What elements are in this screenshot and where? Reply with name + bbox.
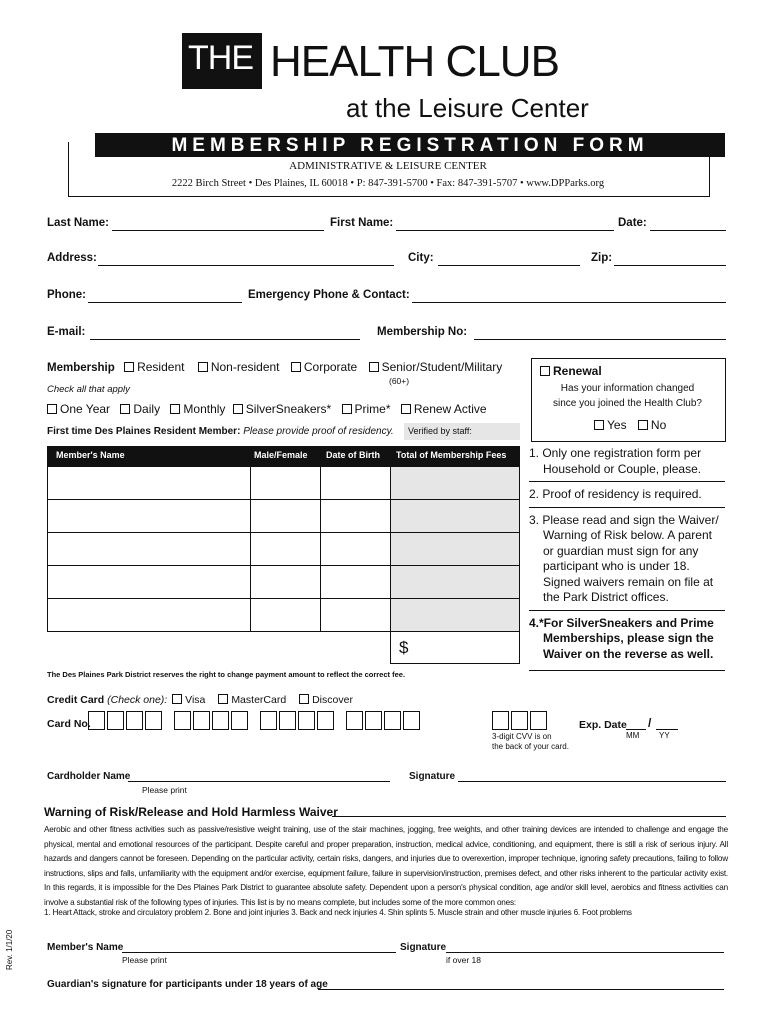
no-label: No — [650, 418, 667, 432]
one-year-label: One Year — [60, 402, 111, 416]
exp-yy: YY — [659, 731, 670, 740]
card-no-label: Card No. — [47, 718, 91, 730]
renewal-title[interactable] — [540, 364, 602, 378]
monthly-option[interactable] — [170, 402, 225, 416]
renewal-checkbox[interactable] — [540, 366, 550, 376]
gender-cell[interactable] — [251, 533, 321, 566]
disclaimer: The Des Plaines Park District reserves the right to change payment amount to reflect the correct fee. — [47, 670, 406, 679]
renewal-answers — [594, 418, 666, 432]
fee-cell — [391, 500, 520, 533]
daily-option[interactable] — [120, 402, 160, 416]
gender-header: Male/Female — [254, 450, 308, 460]
renewal-question2: since you joined the Health Club? — [553, 398, 702, 409]
yes-label: Yes — [607, 418, 627, 432]
discover-label: Discover — [312, 694, 353, 706]
card-digit-box[interactable] — [260, 711, 277, 730]
prime-label: Prime* — [354, 402, 391, 416]
visa-label: Visa — [185, 694, 206, 706]
credit-card-label: Credit Card — [47, 694, 105, 706]
name-cell[interactable] — [48, 533, 251, 566]
card-digit-box[interactable] — [193, 711, 210, 730]
guardian-signature-field[interactable] — [318, 978, 724, 990]
dob-cell[interactable] — [321, 566, 391, 599]
check-one-label: (Check one): — [107, 694, 168, 706]
no-checkbox[interactable] — [638, 420, 648, 430]
corporate-checkbox[interactable] — [291, 362, 301, 372]
member-name-header: Member's Name — [56, 450, 125, 460]
note-2: 2. Proof of residency is required. — [529, 487, 702, 501]
member-table — [47, 466, 520, 664]
check-all-note: Check all that apply — [47, 384, 130, 395]
card-number-boxes[interactable] — [88, 711, 422, 730]
one-year-checkbox[interactable] — [47, 404, 57, 414]
note-divider — [529, 610, 725, 611]
renew-option[interactable] — [401, 402, 487, 416]
dob-cell[interactable] — [321, 599, 391, 632]
member-name-field[interactable] — [122, 941, 396, 953]
fee-cell — [391, 566, 520, 599]
note-divider — [529, 507, 725, 508]
email-field[interactable] — [90, 325, 360, 340]
mastercard-checkbox[interactable] — [218, 694, 228, 704]
exp-date-label: Exp. Date — [579, 719, 627, 731]
exp-slash: / — [648, 716, 652, 730]
card-digit-box[interactable] — [298, 711, 315, 730]
waiver-title: Warning of Risk/Release and Hold Harmless Waiver — [44, 805, 338, 819]
table-row — [48, 533, 520, 566]
monthly-checkbox[interactable] — [170, 404, 180, 414]
fee-cell — [391, 599, 520, 632]
silversneakers-option[interactable] — [233, 402, 331, 416]
page-title: MEMBERSHIP REGISTRATION FORM — [171, 135, 649, 156]
card-digit-box[interactable] — [279, 711, 296, 730]
date-field[interactable] — [650, 216, 726, 231]
card-digit-box[interactable] — [145, 711, 162, 730]
dollar-sign: $ — [399, 637, 409, 657]
date-label: Date: — [618, 217, 647, 229]
phone-label: Phone: — [47, 289, 86, 301]
cardholder-print-note: Please print — [142, 785, 187, 795]
exp-mm: MM — [626, 731, 640, 740]
cvv-boxes[interactable] — [492, 711, 549, 730]
card-digit-box[interactable] — [317, 711, 334, 730]
cvv-digit-box[interactable] — [511, 711, 528, 730]
first-time-bold: First time Des Plaines Resident Member: — [47, 426, 241, 437]
fee-cell — [391, 533, 520, 566]
waiver-injuries: 1. Heart Attack, stroke and circulatory problem 2. Bone and joint injuries 3. Back and neck injuries 4. Shin splints 5. Muscle strain and other muscle injuries 6. Foot problems — [44, 908, 632, 917]
zip-field[interactable] — [614, 251, 726, 266]
city-label: City: — [408, 252, 434, 264]
mastercard-option[interactable] — [218, 694, 286, 706]
card-signature-field[interactable] — [458, 770, 726, 782]
header-org: ADMINISTRATIVE & LEISURE CENTER — [289, 160, 487, 172]
member-signature-field[interactable] — [446, 941, 724, 953]
member-print-note: Please print — [122, 955, 167, 965]
header-address: 2222 Birch Street • Des Plaines, IL 60018 • P: 847-391-5700 • Fax: 847-391-5707 • www.DPParks.org — [171, 178, 605, 189]
dob-cell[interactable] — [321, 533, 391, 566]
gender-cell[interactable] — [251, 500, 321, 533]
dob-header: Date of Birth — [326, 450, 380, 460]
cvv-digit-box[interactable] — [530, 711, 547, 730]
waiver-title-rule — [332, 804, 726, 817]
card-digit-box[interactable] — [107, 711, 124, 730]
renewal-question1: Has your information changed — [560, 383, 695, 394]
resident-option[interactable] — [124, 360, 184, 374]
renewal-label: Renewal — [553, 364, 602, 378]
membership-label: Membership — [47, 362, 115, 374]
one-year-option[interactable] — [47, 402, 110, 416]
monthly-label: Monthly — [183, 402, 226, 416]
table-row — [48, 467, 520, 500]
renewal-yes[interactable] — [594, 418, 627, 432]
membership-row — [47, 360, 502, 374]
fees-header: Total of Membership Fees — [396, 450, 507, 460]
gender-cell[interactable] — [251, 566, 321, 599]
table-row — [48, 599, 520, 632]
total-fee-cell[interactable] — [391, 632, 520, 664]
daily-checkbox[interactable] — [120, 404, 130, 414]
cvv-digit-box[interactable] — [492, 711, 509, 730]
cvv-note-2: the back of your card. — [492, 742, 569, 751]
email-label: E-mail: — [47, 326, 86, 338]
note-divider — [529, 670, 725, 671]
card-digit-box[interactable] — [346, 711, 363, 730]
waiver-body: Aerobic and other fitness activities such as passive/resistive weight training, use of the stair machines, jogging, free weights, and other training devices are intended to challenge and engage the physical, mental and emotional resources of the participant. Despite careful and proper preparation, instruction, medical advice, conditioning, and equipment, there is still a risk of serious injury. All hazards and dangers cannot be foreseen. Depending on the particular activity, certain risks, dangers, and injuries due to overexertion, improper technique, ignoring safety precautions, failing to follow instructions, slips and falls, unfamiliarity with the equipment and/or exercise, equipment failure, failure in supervision/instruction, premises defect, and other risks inherent to the particular activity exist. In this regards, it is impossible for the Des Plaines Park District to guarantee absolute safety. Dependent upon a person's physical condition, age and/or skill level, aerobics and fitness activities can involve a substantial risk of the following types of injuries. This list is by no means complete, but includes some of the more common ones: — [44, 825, 728, 907]
zip-label: Zip: — [591, 252, 613, 264]
exp-month-field[interactable] — [626, 719, 646, 730]
name-cell[interactable] — [48, 599, 251, 632]
senior-checkbox[interactable] — [369, 362, 379, 372]
card-digit-box[interactable] — [174, 711, 191, 730]
card-digit-box[interactable] — [88, 711, 105, 730]
visa-option[interactable] — [172, 694, 205, 706]
card-digit-box[interactable] — [126, 711, 143, 730]
last-name-label: Last Name: — [47, 217, 109, 229]
discover-checkbox[interactable] — [299, 694, 309, 704]
table-row — [48, 632, 520, 664]
member-name-label: Member's Name — [47, 942, 124, 953]
guardian-label: Guardian's signature for participants under 18 years of age — [47, 979, 328, 990]
member-signature-label: Signature — [400, 942, 447, 953]
corporate-option[interactable] — [291, 360, 357, 374]
logo-sub: at the Leisure Center — [346, 93, 589, 123]
silversneakers-checkbox[interactable] — [233, 404, 243, 414]
first-name-label: First Name: — [330, 217, 394, 229]
verified-label: Verified by staff: — [408, 426, 472, 436]
exp-year-field[interactable] — [656, 719, 678, 730]
card-digit-box[interactable] — [403, 711, 420, 730]
address-field[interactable] — [98, 251, 394, 266]
prime-checkbox[interactable] — [342, 404, 352, 414]
gender-cell[interactable] — [251, 599, 321, 632]
yes-checkbox[interactable] — [594, 420, 604, 430]
name-cell[interactable] — [48, 566, 251, 599]
dob-cell[interactable] — [321, 500, 391, 533]
address-label: Address: — [47, 252, 97, 264]
nonresident-option[interactable] — [198, 360, 280, 374]
renewal-no[interactable] — [638, 418, 666, 432]
nonresident-checkbox[interactable] — [198, 362, 208, 372]
logo-name: HEALTH CLUB — [270, 37, 559, 86]
term-row — [47, 402, 487, 416]
senior-label: Senior/Student/Military — [381, 360, 503, 374]
gender-cell[interactable] — [251, 467, 321, 500]
membership-no-field[interactable] — [474, 325, 726, 340]
first-time-row — [47, 426, 394, 437]
card-digit-box[interactable] — [212, 711, 229, 730]
note-4: 4.*For SilverSneakers and Prime Memberships, please sign the Waiver on the reverse as well. — [529, 615, 714, 661]
note-1: 1. Only one registration form per Household or Couple, please. — [529, 446, 702, 476]
nonresident-label: Non-resident — [210, 360, 280, 374]
first-name-field[interactable] — [396, 216, 614, 231]
table-row — [48, 500, 520, 533]
dob-cell[interactable] — [321, 467, 391, 500]
card-digit-box[interactable] — [365, 711, 382, 730]
mastercard-label: MasterCard — [231, 694, 287, 706]
senior-sub: (60+) — [389, 376, 410, 386]
membership-no-label: Membership No: — [377, 326, 468, 338]
revision-note: Rev. 1/1/20 — [5, 929, 14, 970]
card-digit-box[interactable] — [384, 711, 401, 730]
daily-label: Daily — [133, 402, 161, 416]
renew-checkbox[interactable] — [401, 404, 411, 414]
visa-checkbox[interactable] — [172, 694, 182, 704]
silversneakers-label: SilverSneakers* — [245, 402, 332, 416]
name-cell[interactable] — [48, 467, 251, 500]
city-field[interactable] — [438, 251, 580, 266]
corporate-label: Corporate — [303, 360, 358, 374]
card-digit-box[interactable] — [231, 711, 248, 730]
card-signature-label: Signature — [409, 771, 456, 782]
logo — [182, 33, 589, 129]
last-name-field[interactable] — [112, 216, 324, 231]
first-time-italic: Please provide proof of residency. — [243, 426, 394, 437]
resident-label: Resident — [137, 360, 185, 374]
renew-label: Renew Active — [413, 402, 487, 416]
emergency-label: Emergency Phone & Contact: — [248, 289, 410, 301]
cardholder-label: Cardholder Name — [47, 771, 131, 782]
cardholder-field[interactable] — [128, 770, 390, 782]
discover-option[interactable] — [299, 694, 353, 706]
resident-checkbox[interactable] — [124, 362, 134, 372]
fee-cell — [391, 467, 520, 500]
note-3: 3. Please read and sign the Waiver/ Warning of Risk below. A parent or guardian must sign for any participant who is under 18. Signed waivers remain on file at the Park District offices. — [529, 512, 719, 604]
if-over-18-note: if over 18 — [446, 955, 481, 965]
prime-option[interactable] — [342, 402, 391, 416]
emergency-field[interactable] — [412, 288, 726, 303]
senior-option[interactable] — [369, 360, 503, 374]
table-row — [48, 566, 520, 599]
credit-card-row — [47, 694, 353, 706]
phone-field[interactable] — [88, 288, 242, 303]
notes — [529, 446, 725, 671]
cvv-note-1: 3-digit CVV is on — [492, 732, 552, 741]
note-divider — [529, 481, 725, 482]
logo-the: THE — [188, 39, 253, 77]
name-cell[interactable] — [48, 500, 251, 533]
